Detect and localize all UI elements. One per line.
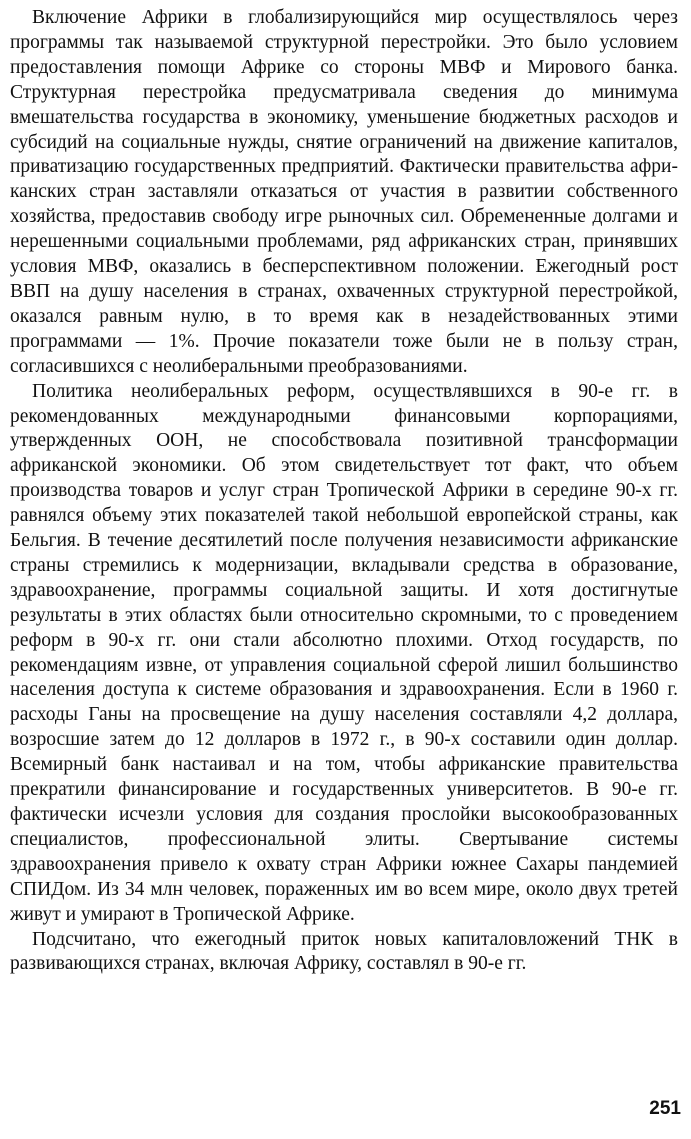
paragraph-structural-adjustment: Включение Африки в глобализирующийся мир осуществлялось через программы так называемой структурной перестройки. Это было условием предоставления помощи Африке со стороны МВФ и Мирового банка. Структурная перестройка предусматривала сведения до минимума вмешательства государства в экономику, уменьшение бюджетных расходов и субсидий на социальные нужды, снятие ограничений на движение капиталов, приватизацию государственных предприятий. Фактически правительства африканских стран заставляли отказаться от участия в развитии собственного хозяйства, предоставив свободу игре рыночных сил. Обремененные долгами и нерешенными социальными проблемами, ряд африканских стран, принявших условия МВФ, оказались в бесперспективном положении. Ежегодный рост ВВП на душу населения в странах, охваченных структурной перестройкой, оказался равным нулю, в то время как в незадействованных этими программами — 1%. Прочие показатели тоже были не в пользу стран, согласившихся с неолиберальными преобразованиями. — [10, 7, 678, 377]
paragraph-tnc-investment: Подсчитано, что ежегодный приток новых капиталовложений ТНК в развивающихся странах, включая Африку, составлял в 90-е гг. — [10, 928, 678, 975]
paragraph-neoliberal-reforms: Политика неолиберальных реформ, осуществлявшихся в 90-е гг. в рекомендованных международными финансовыми корпорациями, утвержденных ООН, не способствовала позитивной трансформации африканской экономики. Об этом свидетельствует тот факт, что объем производства товаров и услуг стран Тропической Африки в середине 90-х гг. равнялся объему этих показателей такой небольшой европейской страны, как Бельгия. В течение десятилетий после получения независимости африканские страны стремились к модернизации, вкладывали средства в образование, здравоохранение, программы социальной защиты. И хотя достигнутые результаты в этих областях были относительно скромными, то с проведением реформ в 90-х гг. они стали абсолютно плохими. Отход государств, по рекомендациям извне, от управления социальной сферой лишил большинство населения доступа к системе образования и здравоохранения. Если в 1960 г. расходы Ганы на просвещение на душу населения составляли 4,2 доллара, возросшие затем до 12 долларов в 1972 г., в 90-х составили один доллар. Всемирный банк настаивал и на том, чтобы африканские правительства прекратили финансирование и государственных университетов. В 90-е гг. фактически исчезли условия для создания прослойки высокообразованных специалистов, профессиональной элиты. Свертывание системы здравоохранения привело к охвату стран Африки южнее Сахары пандемией СПИДом. Из 34 млн человек, пораженных им во всем мире, около двух третей живут и умирают в Тропической Африке. — [10, 380, 678, 925]
page-body — [10, 6, 678, 977]
page-number: 251 — [649, 1098, 681, 1119]
